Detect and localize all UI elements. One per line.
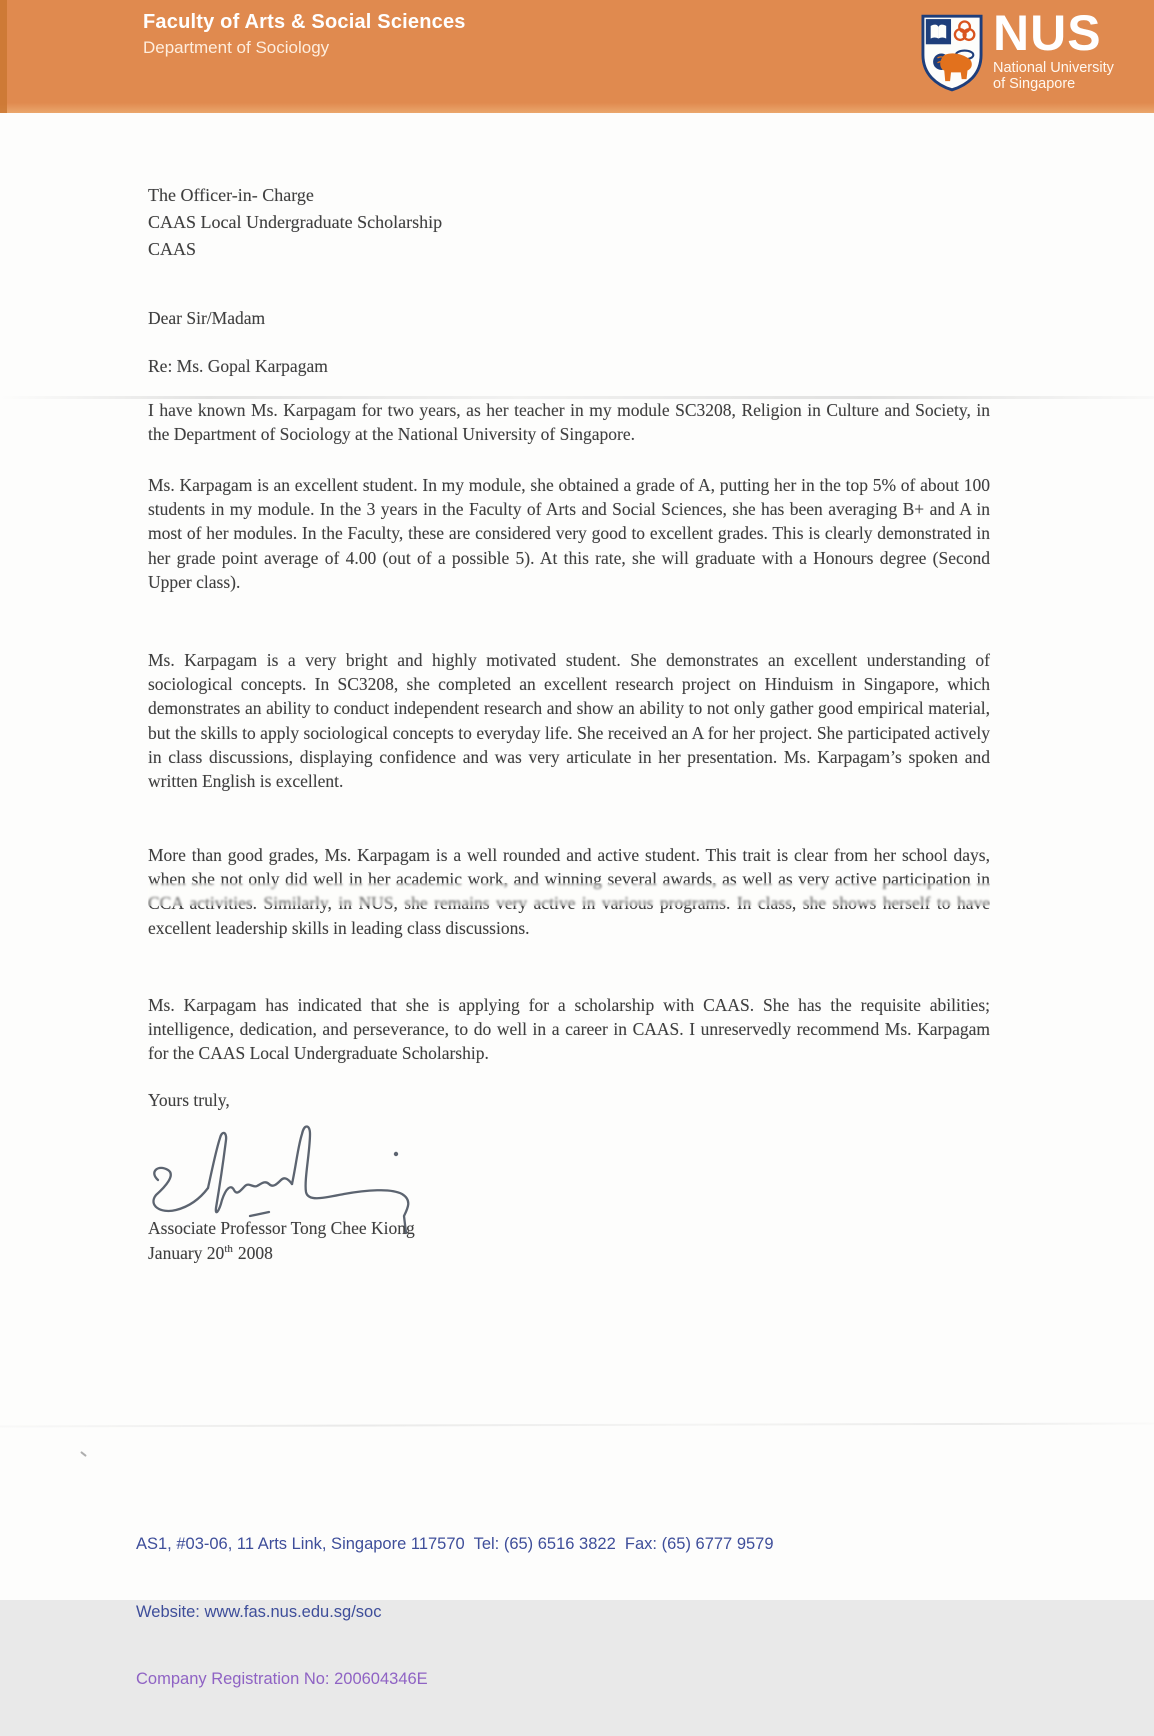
- recipient-block: [148, 182, 990, 263]
- paragraph-5: Ms. Karpagam has indicated that she is applying for a scholarship with CAAS. She has the requisite abilities; intelligence, dedication, and perseverance, to do well in a career in CAAS. I unreservedly recommend Ms. Karpagam for the CAAS Local Undergraduate Scholarship.: [148, 995, 990, 1064]
- date-line: [148, 1241, 990, 1265]
- scan-crease-line: [0, 1422, 1154, 1427]
- nus-tagline-line1: National University: [993, 60, 1114, 76]
- nus-wordmark: [993, 5, 1114, 92]
- recipient-line: The Officer-in- Charge: [148, 185, 314, 205]
- nus-acronym: NUS: [993, 5, 1102, 61]
- nus-crest-icon: [921, 13, 983, 93]
- banner-left-edge: [0, 0, 7, 113]
- recipient-line: CAAS Local Undergraduate Scholarship: [148, 212, 443, 232]
- scan-speck: [80, 1451, 87, 1457]
- letterhead-banner: [0, 0, 1154, 113]
- footer-website: Website: www.fas.nus.edu.sg/soc: [136, 1602, 382, 1621]
- recipient-line: CAAS: [148, 239, 197, 259]
- date-day: January 20: [148, 1243, 225, 1263]
- signatory-name: Associate Professor Tong Chee Kiong: [148, 1218, 415, 1238]
- footer-address: AS1, #03-06, 11 Arts Link, Singapore 117570 Tel: (65) 6516 3822 Fax: (65) 6777 9579: [136, 1535, 774, 1553]
- paragraph-4: More than good grades, Ms. Karpagam is a well rounded and active student. This trait is clear from her school days, when she not only did well in her academic work, and winning several awards, as well as very active participation in CCA activities. Similarly, in NUS, she remains very active in various programs. In class, she shows herself to have excellent leadership skills in leading class discussions.: [148, 845, 990, 938]
- closing-phrase: Yours truly,: [148, 1090, 230, 1110]
- nus-tagline-line2: of Singapore: [993, 76, 1076, 92]
- paragraph-1: I have known Ms. Karpagam for two years, as her teacher in my module SC3208, Religion in Culture and Society, in the Department of Sociology at the National University of Singapore.: [148, 400, 990, 445]
- department-name: Department of Sociology: [143, 38, 330, 57]
- date-ordinal: th: [224, 1243, 233, 1256]
- salutation: Dear Sir/Madam: [148, 308, 266, 328]
- letterhead-footer: [136, 1488, 774, 1736]
- footer-registration: Company Registration No: 200604346E: [136, 1670, 428, 1688]
- date-year: 2008: [237, 1243, 273, 1263]
- paragraph-2: Ms. Karpagam is an excellent student. In my module, she obtained a grade of A, putting her in the top 5% of about 100 students in my module. In the 3 years in the Faculty of Arts and Social Sciences, she has been averaging B+ and A in most of her modules. In the Faculty, these are considered very good to excellent grades. This is clearly demonstrated in her grade point average of 4.00 (out of a possible 5). At this rate, she will graduate with a Honours degree (Second Upper class).: [148, 475, 990, 592]
- faculty-name: Faculty of Arts & Social Sciences: [143, 11, 466, 33]
- paragraph-3: Ms. Karpagam is a very bright and highly motivated student. She demonstrates an excellent understanding of sociological concepts. In SC3208, she completed an excellent research project on Hinduism in Singapore, which demonstrates an ability to conduct independent research and show an ability to not only gather good empirical material, but the skills to apply sociological concepts to everyday life. She received an A for her project. She participated actively in class discussions, displaying confidence and was very articulate in her presentation. Ms. Karpagam’s spoken and written English is excellent.: [148, 650, 990, 792]
- subject-line: Re: Ms. Gopal Karpagam: [148, 356, 328, 376]
- letterhead-text: [143, 11, 466, 58]
- nus-tagline: [993, 60, 1114, 92]
